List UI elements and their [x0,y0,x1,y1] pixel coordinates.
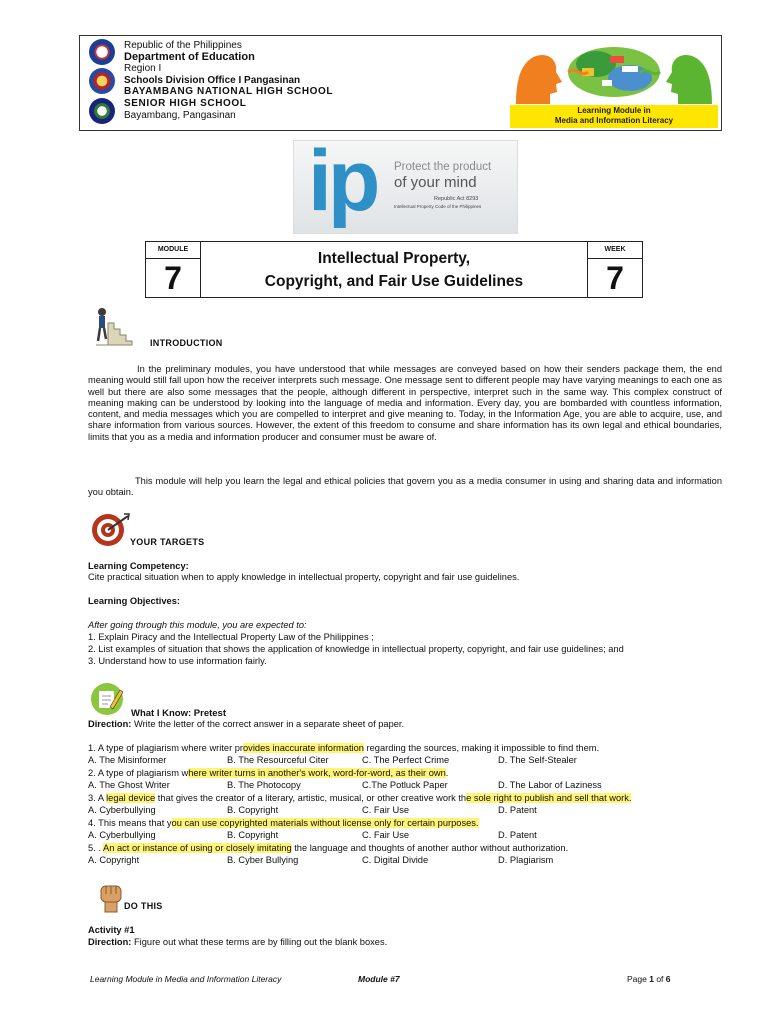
option: A. Cyberbullying [88,805,156,815]
question-2-text: 2. A type of plagiarism w [88,768,189,778]
objectives-label: Learning Objectives: [88,596,180,606]
option: B. The Resourceful Citer [227,755,329,765]
option: D. Patent [498,805,537,815]
option: A. The Ghost Writer [88,780,170,790]
objective-3: 3. Understand how to use information fairly. [88,656,267,666]
targets-heading: YOUR TARGETS [130,537,205,547]
ip-tagline-1: Protect the product [394,161,492,173]
option: D. Patent [498,830,537,840]
option: A. The Misinformer [88,755,167,765]
question-3-highlight-2: e sole right to publish and sell that work. [466,793,632,803]
week-label: WEEK [588,242,642,259]
question-2 [88,768,448,779]
footer-module-number: Module #7 [358,974,400,984]
header-division: Schools Division Office I Pangasinan [124,74,301,86]
question-3-highlight: legal device [106,793,156,803]
objective-2: 2. List examples of situation that shows the application of knowledge in intellectual property, copyright, and fair use guidelines; and [88,644,624,654]
banner-line2: Media and Information Literacy [554,116,674,125]
letterhead [79,35,722,131]
banner-label [510,105,718,128]
question-3-text-mid: that gives the creator of a literary, artistic, musical, or other creative work th [155,793,467,803]
footer-module-title: Learning Module in Media and Information Literacy [90,974,282,984]
header-republic: Republic of the Philippines [124,40,242,51]
footer-page-number: 1 [649,974,654,984]
objectives-intro: After going through this module, you are expected to: [88,620,307,630]
module-title-line2: Copyright, and Fair Use Guidelines [264,273,524,290]
introduction-heading: INTRODUCTION [150,338,223,348]
question-1-text: 1. A type of plagiarism where writer pr [88,743,244,753]
footer-page-indicator [627,974,671,984]
ip-code: Intellectual Property Code of the Philippines [394,204,482,209]
pretest-direction [88,719,404,730]
activity-label: Activity #1 [88,925,135,935]
option: D. The Self-Stealer [498,755,577,765]
ip-tagline-2: of your mind [394,174,477,191]
question-5 [88,843,568,854]
option: B. Cyber Bullying [227,855,299,865]
do-this-heading: DO THIS [124,901,163,911]
module-title-line1: Intellectual Property, [317,250,471,267]
question-4-highlight: ou can use copyrighted materials without license only for certain purposes. [171,818,479,828]
option: C. Fair Use [362,805,410,815]
pretest-direction-text: Write the letter of the correct answer in a separate sheet of paper. [133,719,405,729]
question-3-text: 3. A [88,793,107,803]
school-seal-icon [89,98,115,124]
objective-1: 1. Explain Piracy and the Intellectual Property Law of the Philippines ; [88,632,374,642]
question-2-text-end: . [445,768,449,778]
pretest-pencil-icon [90,682,126,716]
option: D. Plagiarism [498,855,554,865]
question-1 [88,743,599,754]
letterhead-text [124,40,333,121]
question-5-text-end: the language and thoughts of another author without authorization. [291,843,569,853]
activity-direction-label: Direction: [88,937,132,947]
option: C. Fair Use [362,830,410,840]
introduction-paragraph-1: In the preliminary modules, you have understood that while messages are conveyed based on how their senders package them, the end meaning would still fall upon how the receiver interprets such message. One message sent to different people may have varying meanings to each one as well but there are also some messages that the people, although different in perspective, interpret such in the same way. This complex construct of meaning making can be understood by looking into the language of media and information. Every day, you are bombarded with countless information, content, and media messages which you are compelled to interpret and give meaning to. Today, in the Information Age, you are able to acquire, use, and share information from various sources. However, the extent of this freedom to consume and share information has its own legal and ethical boundaries, limits that you as a media and information producer and consumer must be aware of. [88,364,722,442]
option: A. Copyright [88,855,140,865]
question-5-text: 5. . [88,843,103,853]
week-number: 7 [606,260,624,296]
header-location: Bayambang, Pangasinan [124,109,236,121]
footer-page-prefix: Page [627,974,650,984]
option: B. Copyright [227,805,279,815]
module-title-bar [145,241,643,298]
division-seal-icon [89,68,115,94]
option: C. The Perfect Crime [362,755,450,765]
header-region: Region I [124,63,162,75]
question-1-text-end: regarding the sources, making it impossible to find them. [363,743,600,753]
pretest-direction-label: Direction: [88,719,132,729]
option: B. Copyright [227,830,279,840]
question-5-highlight: An act or instance of using or closely imitating [103,843,292,853]
module-title [201,247,587,293]
question-1-highlight: ovides inaccurate information [243,743,364,753]
question-2-highlight: here writer turns in another's work, word-for-word, as their own [188,768,446,778]
ip-illustration [293,133,518,234]
deped-seal-icon [89,39,115,65]
competency-text: Cite practical situation when to apply knowledge in intellectual property, copyright and fair use guidelines. [88,572,520,582]
target-icon [90,512,130,548]
header-shs: SENIOR HIGH SCHOOL [124,97,247,109]
footer-page-of: of [653,974,666,984]
header-department: Department of Education [124,50,255,63]
banner-line1: Learning Module in [577,106,651,115]
raised-fist-icon [96,880,126,914]
option: D. The Labor of Laziness [498,780,602,790]
option: C.The Potluck Paper [362,780,448,790]
week-cell [587,242,642,297]
option: A. Cyberbullying [88,830,156,840]
module-label: MODULE [146,242,200,259]
question-4-text: 4. This means that y [88,818,172,828]
ip-act: Republic Act 8293 [434,196,479,202]
header-school: BAYAMBANG NATIONAL HIGH SCHOOL [124,86,334,98]
ip-logo: ip [308,133,377,229]
option: C. Digital Divide [362,855,429,865]
competency-label: Learning Competency: [88,561,189,571]
module-number: 7 [164,260,182,296]
activity-direction [88,937,387,948]
question-4 [88,818,479,829]
introduction-paragraph-2: This module will help you learn the legal and ethical policies that govern you as a media consumer in using and sharing data and information you obtain. [88,476,722,498]
question-3 [88,793,631,804]
module-cell [146,242,201,297]
mil-banner [510,42,718,128]
activity-direction-text: Figure out what these terms are by filling out the blank boxes. [133,937,388,947]
talking-heads-icon [510,42,718,108]
option: B. The Photocopy [227,780,301,790]
pretest-heading: What I Know: Pretest [131,708,227,719]
stairs-climber-icon [92,305,136,349]
footer-page-total: 6 [665,974,671,984]
